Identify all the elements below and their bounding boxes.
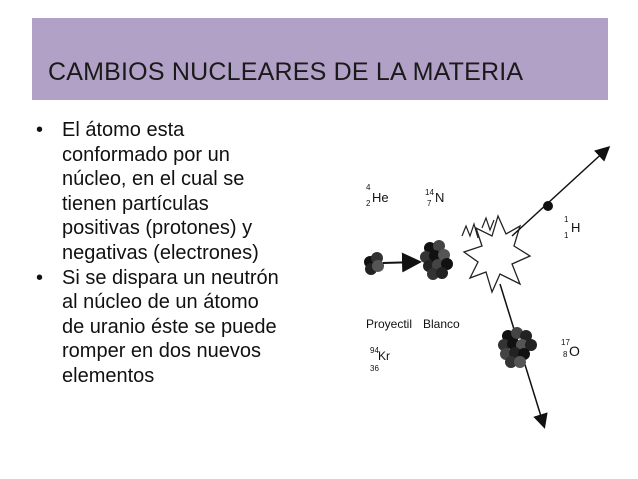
bullet-line: romper en dos nuevos — [62, 340, 262, 363]
bullet-line: conformado por un — [62, 143, 230, 166]
projectile-arrow — [383, 262, 418, 263]
n-atomic: 7 — [427, 199, 432, 208]
title-bar — [32, 18, 608, 100]
bullet-line: núcleo, en el cual se — [62, 168, 245, 191]
h-atomic: 1 — [564, 231, 569, 240]
proton-particle — [543, 201, 553, 211]
he-symbol: He — [372, 190, 389, 205]
n-symbol: N — [435, 190, 445, 205]
o-symbol: O — [569, 343, 580, 359]
target-nucleus — [420, 240, 453, 280]
kr-symbol: Kr — [378, 349, 390, 363]
bullet-line: de uranio éste se puede — [62, 315, 277, 338]
bullet-line: elementos — [62, 364, 155, 387]
bullet-dot-icon: • — [36, 266, 44, 289]
bullet-dot-icon: • — [36, 119, 44, 141]
slide-title: CAMBIOS NUCLEARES DE LA MATERIA — [48, 58, 524, 86]
bullet-line: al núcleo de un átomo — [62, 291, 259, 314]
o-atomic: 8 — [563, 350, 568, 359]
he-atomic: 2 — [366, 199, 371, 208]
kr-mass: 94 — [370, 346, 379, 355]
h-symbol: H — [571, 220, 581, 235]
bullet-line: positivas (protones) y — [62, 217, 253, 240]
projectile-label: Proyectil — [366, 317, 413, 331]
bullet-line: negativas (electrones) — [62, 241, 259, 264]
proton-path-arrow — [512, 148, 608, 236]
nuclear-reaction-figure — [330, 120, 630, 470]
target-label: Blanco — [423, 317, 460, 331]
kr-atomic: 36 — [370, 364, 379, 373]
bullet-item — [34, 118, 324, 266]
h-mass: 1 — [564, 215, 569, 224]
bullet-item — [34, 266, 324, 389]
o-mass: 17 — [561, 338, 570, 347]
bullet-line: tienen partículas — [62, 192, 209, 215]
n-mass: 14 — [425, 188, 434, 197]
collision-burst-icon — [464, 216, 530, 292]
bullet-line: Si se dispara un neutrón — [62, 266, 279, 289]
oxygen-nucleus — [498, 327, 537, 368]
bullet-line: El átomo esta — [62, 119, 185, 141]
bullet-list — [34, 118, 324, 389]
projectile-nucleus — [364, 252, 384, 275]
he-mass: 4 — [366, 183, 371, 192]
